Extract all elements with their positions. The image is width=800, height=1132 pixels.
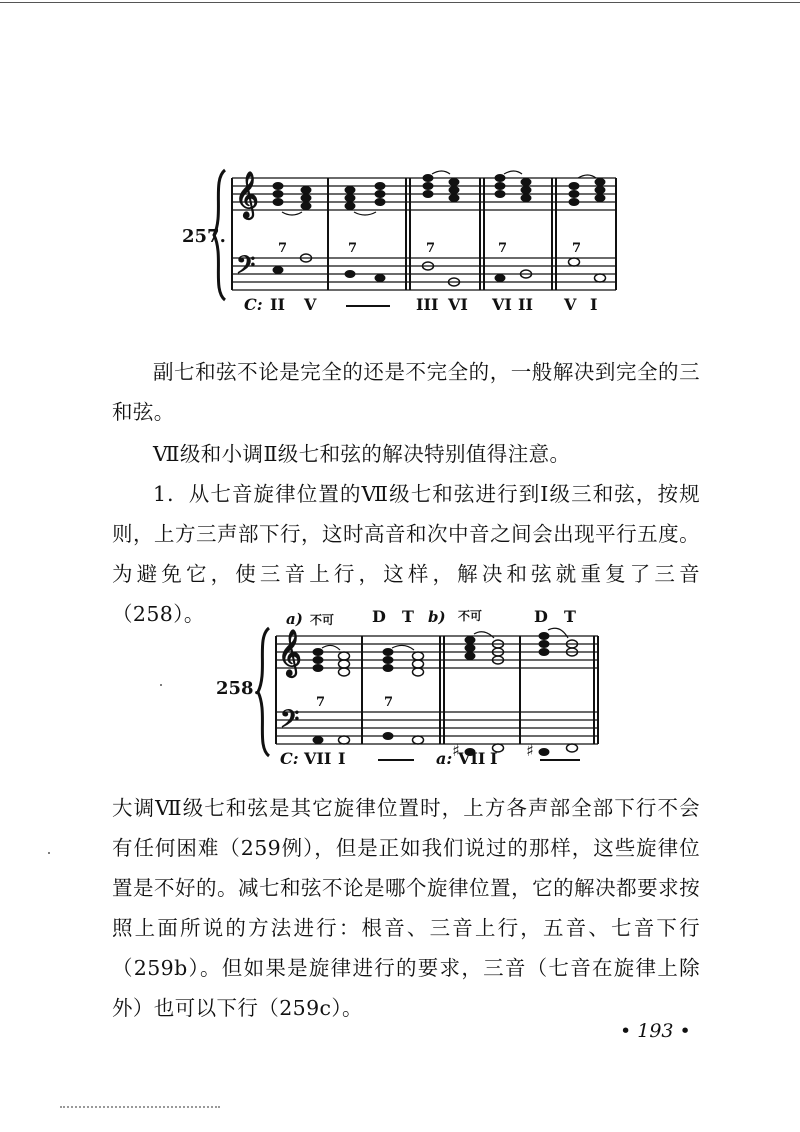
example-number: 258. <box>216 678 260 699</box>
svg-text:♯: ♯ <box>452 741 460 760</box>
function-label: T <box>564 607 576 626</box>
bass-clef-icon: 𝄢 <box>236 251 256 286</box>
function-label: D <box>534 607 548 626</box>
paragraph: Ⅶ级和小调Ⅱ级七和弦的解决特别值得注意。 <box>153 442 571 466</box>
function-label: T <box>402 607 414 626</box>
treble-clef-icon: 𝄞 <box>278 629 302 676</box>
chord-label: I <box>338 749 346 768</box>
chord-label: VII <box>458 749 486 768</box>
mark-a: a) <box>286 610 303 628</box>
chord-label: V <box>304 295 317 314</box>
music-example-258 <box>214 602 604 772</box>
chord-label: I <box>490 749 498 768</box>
mark-b: b) <box>428 608 446 626</box>
chord-label: II <box>270 295 285 314</box>
chord-label: VII <box>304 749 332 768</box>
paragraph: 副七和弦不论是完全的还是不完全的，一般解决到完全的三和弦。 <box>112 360 700 424</box>
chord-label: VI <box>492 295 512 314</box>
paragraph: 1．从七音旋律位置的Ⅶ级七和弦进行到Ⅰ级三和弦，按规则，上方三声部下行，这时高音和次中音之间会出现平行五度。为避免它，使三音上行，这样，解决和弦就重复了三音（258）。 <box>112 482 700 626</box>
svg-text:7: 7 <box>384 695 394 710</box>
svg-text:7: 7 <box>498 241 508 256</box>
paragraph: 大调Ⅶ级七和弦是其它旋律位置时，上方各声部全部下行不会有任何困难（259例），但是正如我们说过的那样，这些旋律位置是不好的。减七和弦不论是哪个旋律位置，它的解决都要求按照上面所说的方法进行：根音、三音上行，五音、七音下行（259b）。但如果是旋律进行的要求，三音（七音在旋律上除外）也可以下行（259c）。 <box>112 796 700 1020</box>
scan-bottom-dots <box>60 1106 220 1110</box>
chord-label: II <box>518 295 533 314</box>
key-label: C: <box>280 749 299 768</box>
not-allowed-label: 不可 <box>458 609 483 623</box>
key-label: C: <box>244 295 263 314</box>
scan-speck <box>160 684 162 686</box>
staff-system-258 <box>214 602 604 772</box>
svg-text:7: 7 <box>278 241 288 256</box>
not-allowed-label: 不可 <box>310 613 335 627</box>
chord-label: III <box>416 295 439 314</box>
svg-text:7: 7 <box>316 695 326 710</box>
function-label: D <box>372 607 386 626</box>
svg-text:7: 7 <box>348 241 358 256</box>
svg-text:♯: ♯ <box>526 741 534 760</box>
page-number: • 193 • <box>620 1020 691 1042</box>
scan-speck <box>48 852 50 854</box>
chord-label: VI <box>448 295 468 314</box>
svg-text:7: 7 <box>572 241 582 256</box>
chord-label: I <box>590 295 598 314</box>
key-label: a: <box>436 749 453 768</box>
scan-top-edge <box>0 2 800 3</box>
svg-text:7: 7 <box>426 241 436 256</box>
music-example-257 <box>180 160 620 320</box>
bass-clef-icon: 𝄢 <box>280 705 300 740</box>
staff-system-257 <box>180 160 620 320</box>
treble-clef-icon: 𝄞 <box>235 171 259 218</box>
chord-label: V <box>564 295 577 314</box>
example-number: 257. <box>182 226 226 247</box>
